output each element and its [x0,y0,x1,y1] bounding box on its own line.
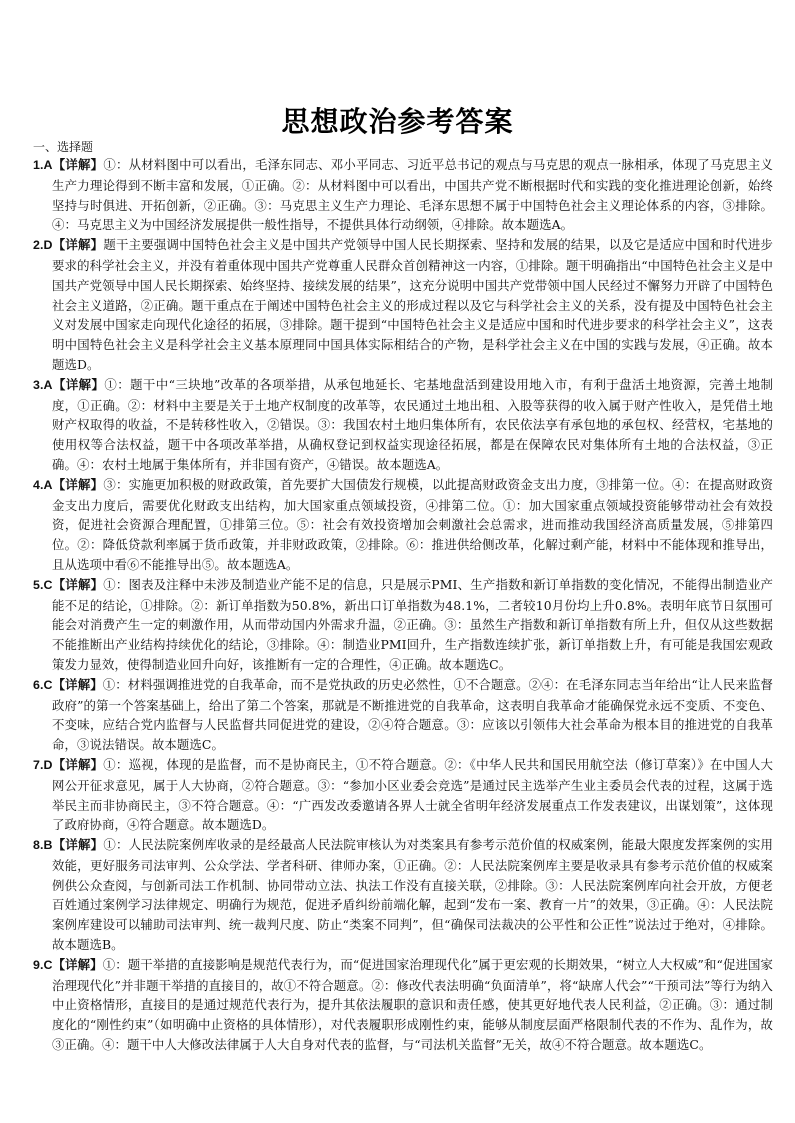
question-item [33,575,773,675]
explanation-text: ①：材料强调推进党的自我革命，而不是党执政的历史必然性，①不合题意。②④：在毛泽东同志当年给出“让人民来监督政府”的第一个答案基础上，给出了第二个答案，那就是不断推进党的自我革命，这表明自我革命才能确保党永远不变质、不变色、不变味，应结合党内监督与人民监督共同促进党的建设，②④符合题意。③：应该以引领伟大社会革命为根本目的推进党的自我革命，③说法错误。故本题选C。 [52,676,773,753]
question-number: 9. [33,957,44,972]
explanation-text: ①：从材料图中可以看出，毛泽东同志、邓小平同志、习近平总书记的观点与马克思的观点一脉相承，体现了马克思主义生产力理论得到不断丰富和发展，①正确。②：从材料图中可以看出，中国共产党不断根据时代和实践的变化推进理论创新，始终坚持与时俱进、开拓创新，②正确。③：马克思主义生产力理论、毛泽东思想不属于中国特色社会主义理论体系的内容，③排除。④：马克思主义为中国经济发展提供一般性指导，不提供具体行动纲领，④排除。故本题选A。 [52,157,773,233]
explanation-text: 题干主要强调中国特色社会主义是中国共产党领导中国人民长期探索、坚持和发展的结果，以及它是适应中国和时代进步要求的科学社会主义，并没有着重体现中国共产党尊重人民群众首创精神这一内容，①排除。题干明确指出“中国特色社会主义是中国共产党领导中国人民长期探索、始终坚持、接续发展的结果”，这充分说明中国共产党带领中国人民经过不懈努力开辟了中国特色社会主义道路，②正确。题干重点在于阐述中国特色社会主义的形成过程以及它与科学社会主义的关系，没有提及中国特色社会主义对发展中国家走向现代化途径的拓展，③排除。题干提到“中国特色社会主义是适应中国和时代进步要求的科学社会主义”，这表明中国特色社会主义是科学社会主义基本原理同中国具体实际相结合的产物，是科学社会主义在中国的实践与发展，④正确。故本题选D。 [52,237,773,372]
question-item [33,375,773,475]
question-answer: A [43,377,53,392]
question-answer: A [43,477,53,492]
question-item [33,755,773,835]
explanation-tag: 【详解】 [52,376,105,392]
explanation-text: ①：图表及注释中未涉及制造业产能不足的信息，只是展示PMI、生产指数和新订单指数的变化情况，不能得出制造业产能不足的结论，①排除。②：新订单指数为50.8%，新出口订单指数为48.1%，二者较10月份均上升0.8%。表明年底节日氛围可能会对消费产生一定的刺激作用，从而带动国内外需求升温，②正确。③：虽然生产指数和新订单指数有所上升，但仅从这些数据不能推断出产业结构持续优化的结论，③排除。④：制造业PMI回升，生产指数连续扩张，新订单指数上升，有可能是我国宏观政策发力显效，使得制造业回升向好，该推断有一定的合理性，④正确。故本题选C。 [52,576,773,672]
explanation-text: ①：巡视，体现的是监督，而不是协商民主，①不符合题意。②：《中华人民共和国民用航空法（修订草案）》在中国人大网公开征求意见，属于人大协商，②符合题意。③：“参加小区业委会竞选”是通过民主选举产生业主委员会代表的过程，这属于选举民主而非协商民主，③不符合题意。④：“广西发改委邀请各界人士就全省明年经济发展重点工作发表建议，出谋划策”，这体现了政府协商，④符合题意。故本题选D。 [52,756,773,833]
question-number: 8. [33,838,44,853]
question-item [33,675,773,755]
question-answer: B [43,838,53,853]
question-item [33,835,773,955]
explanation-tag: 【详解】 [52,756,104,772]
explanation-tag: 【详解】 [52,676,103,692]
question-number: 6. [33,677,44,692]
question-answer: C [43,677,53,692]
question-number: 3. [33,377,44,392]
explanation-text: ①：题干举措的直接影响是规范代表行为，而“促进国家治理现代化”属于更宏观的长期效果，“树立人大权威”和“促进国家治理现代化”并非题干举措的直接目的，故①不符合题意。②：修改代表法明确“负面清单”，将“缺席人代会”“干预司法”等行为纳入中止资格情形，直接目的是通过规范代表行为，提升其依法履职的意识和责任感，使其更好地代表人民利益，②正确。③：通过制度化的“刚性约束”（如明确中止资格的具体情形），对代表履职形成刚性约束，能够从制度层面严格限制代表的不作为、乱作为，故③正确。④：题干中人大修改法律属于人大自身对代表的监督，与“司法机关监督”无关，故④不符合题意。故本题选C。 [52,956,773,1053]
question-answer: C [43,957,53,972]
question-item [33,155,773,235]
question-number: 1. [33,158,44,172]
explanation-tag: 【详解】 [52,576,104,592]
explanation-tag: 【详解】 [52,956,103,972]
answer-list [33,155,773,1055]
question-number: 7. [33,757,44,772]
explanation-text: ①：题干中“三块地”改革的各项举措，从承包地延长、宅基地盘活到建设用地入市，有利于盘活土地资源，完善土地制度，①正确。②：材料中主要是关于土地产权制度的改革等，农民通过土地出租、入股等获得的收入属于财产性收入，是凭借土地财产权取得的收益，不是转移性收入，②错误。③：我国农村土地归集体所有，农民依法享有承包地的承包权、经营权，宅基地的使用权等合法权益，题干中各项改革举措，从确权登记到权益实现途径拓展，都是在保障农民对集体所有土地的合法权益，③正确。④：农村土地属于集体所有，并非国有资产，④错误。故本题选A。 [52,376,773,472]
explanation-text: ①：人民法院案例库收录的是经最高人民法院审核认为对类案具有参考示范价值的权威案例，能最大限度发挥案例的实用效能，更好服务司法审判、公众学法、学者科研、律师办案，①正确。②：人民法院案例库主要是收录具有参考示范价值的权威案例供公众查阅，与创新司法工作机制、协同带动立法、执法工作没有直接关联，②排除。③：人民法院案例库向社会开放，方便老百姓通过案例学习法律规定、明确行为规范，促进矛盾纠纷前端化解，起到“发布一案、教育一片”的效果，③正确。④：人民法院案例库建设可以辅助司法审判、统一裁判尺度、防止“类案不同判”，但“确保司法裁决的公平性和公正性”说法过于绝对，④排除。故本题选B。 [52,837,773,953]
explanation-tag: 【详解】 [52,837,104,853]
page-title: 思想政治参考答案 [281,105,514,138]
question-item [33,235,773,375]
explanation-tag: 【详解】 [52,157,104,172]
question-answer: D [43,757,53,772]
question-answer: A [43,158,53,172]
question-item [33,955,773,1055]
section-heading: 一、选择题 [33,140,94,154]
question-answer: C [43,577,53,592]
question-answer: D [43,238,53,253]
explanation-tag: 【详解】 [52,476,104,492]
question-number: 4. [33,477,44,492]
explanation-tag: 【详解】 [52,237,104,253]
question-number: 5. [33,577,44,592]
explanation-text: ③：实施更加积极的财政政策，首先要扩大国债发行规模，以此提高财政资金支出力度，③排第一位。④：在提高财政资金支出力度后，需要优化财政支出结构，加大国家重点领域投资，④排第二位。①：加大国家重点领域投资能够带动社会有效投资，促进社会资源合理配置，①排第三位。⑤：社会有效投资增加会刺激社会总需求，进而推动我国经济高质量发展，⑤排第四位。②：降低贷款利率属于货币政策，并非财政政策，②排除。⑥：推进供给侧改革，化解过剩产能，材料中不能体现和推导出，且从选项中看⑥不能推导出⑤。故本题选A。 [52,476,773,572]
question-number: 2. [33,238,44,253]
question-item [33,475,773,575]
